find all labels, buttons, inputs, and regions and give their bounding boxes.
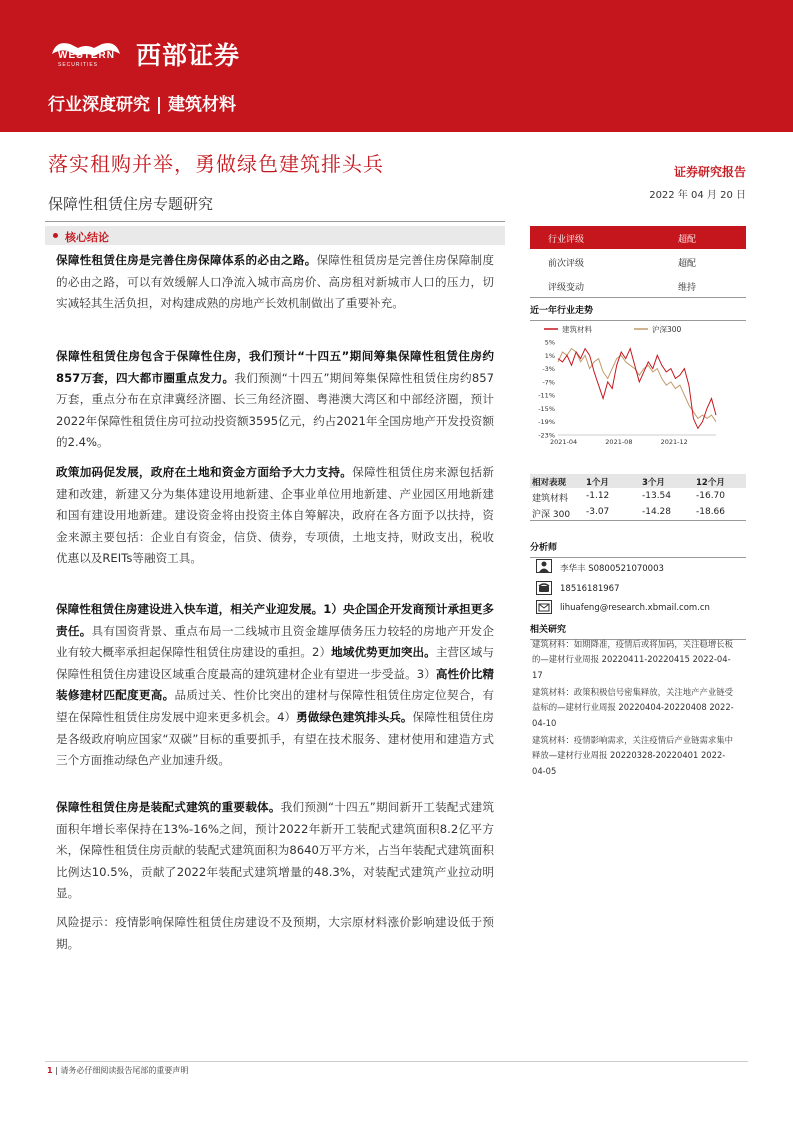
core-paragraph-3: 政策加码促发展，政府在土地和资金方面给予大力支持。保障性租赁住房来源包括新建和改建，新建又分为集体建设用地新建、企事业单位用地新建、产业园区用地新建和国有建设用地新建。建设资金将由投资主体自筹解决，政府在各方面予以扶持，资金来源主要包括：企业自有资金，信贷、债券，专项债，土地支持，财政支出，税收优惠以及REITs等融资工具。 bbox=[56, 465, 494, 566]
x-tick-label: 2021-08 bbox=[605, 438, 633, 446]
x-tick-label: 2021-04 bbox=[550, 438, 578, 446]
core-paragraph-1: 保障性租赁住房是完善住房保障体系的必由之路。保障性租赁房是完善住房保障制度的必由之路，可以有效缓解人口净流入城市高房价、高房租对新城市人口的压力，切实减轻其生活负担，对构建成熟的房地产长效机制做出了重要补充。 bbox=[56, 253, 494, 311]
core-conclusion-header bbox=[45, 226, 505, 245]
y-tick-label: 1% bbox=[544, 351, 555, 360]
performance-row: 建筑材料 -1.12 -13.54 -16.70 bbox=[532, 491, 726, 504]
footer: 1 | 请务必仔细阅读报告尾部的重要声明 bbox=[47, 1066, 189, 1075]
legend-label-a: 建筑材料 bbox=[562, 325, 592, 334]
footer-divider bbox=[45, 1061, 748, 1062]
y-tick-label: 5% bbox=[544, 338, 555, 347]
page-number: 1 bbox=[47, 1066, 53, 1075]
core-paragraph-4: 保障性租赁住房建设进入快车道，相关产业迎发展。1）央企国企开发商预计承担更多责任。具有国资背景、重点布局一二线城市且资金雄厚债务压力较轻的房地产开发企业有较大概率承担起保障性租赁住房建设的重担。2）地域优势更加突出。主营区域与保障性租赁住房建设区域重合度最高的建筑建材企业有望进一步受益。3）高性价比精装修建材匹配度更高。品质过关、性价比突出的建材与保障性租赁住房定位契合，有望在保障性租赁住房发展中迎来更多机会。4）勇做绿色建筑排头兵。保障性租赁住房是各级政府响应国家“双碳”目标的重要抓手，有望在技术服务、建材使用和建造方式三个方面推动绿色产业加速升级。 bbox=[56, 602, 494, 768]
rating-row: 行业评级 超配 bbox=[530, 226, 746, 250]
trend-title: 近一年行业走势 bbox=[530, 303, 746, 321]
analyst-email: lihuafeng@research.xbmail.com.cn bbox=[560, 603, 710, 613]
trend-chart bbox=[530, 320, 746, 454]
report-category: 行业深度研究 | 建筑材料 bbox=[48, 95, 237, 115]
x-tick-label: 2021-12 bbox=[660, 438, 688, 446]
core-paragraph-2: 保障性租赁住房包含于保障性住房，我们预计“十四五”期间筹集保障性租赁住房约857万套，四大都市圈重点发力。我们预测“十四五”期间筹集保障性租赁住房约857万套，重点分布在京津冀经济圈、长三角经济圈、粤港澳大湾区和中部经济圈，预计2022年保障性租赁住房可拉动投资额3595亿元，约占2021年全国房地产开发投资额的2.4%。 bbox=[56, 349, 494, 450]
bullet-icon bbox=[53, 233, 58, 238]
footer-note: 请务必仔细阅读报告尾部的重要声明 bbox=[60, 1066, 189, 1075]
analyst-name-row bbox=[532, 557, 746, 577]
email-icon bbox=[536, 600, 552, 614]
brand-en-sub: SECURITIES bbox=[58, 62, 99, 68]
risk-note: 风险提示：疫情影响保障性租赁住房建设不及预期，大宗原材料涨价影响建设低于预期。 bbox=[56, 915, 494, 951]
y-tick-label: -3% bbox=[542, 365, 555, 374]
y-tick-label: -23% bbox=[538, 431, 555, 440]
related-item: 建筑材料：疫情影响需求，关注疫情后产业链需求集中释放—建材行业周报 20220328-20220401 2022-04-05 bbox=[532, 735, 733, 776]
header-banner bbox=[0, 0, 793, 132]
person-icon bbox=[536, 559, 552, 573]
core-conclusion-label: 核心结论 bbox=[65, 231, 109, 244]
related-title: 相关研究 bbox=[530, 622, 746, 640]
rating-row: 前次评级 超配 bbox=[530, 250, 746, 274]
performance-row: 沪深 300 -3.07 -14.28 -18.66 bbox=[530, 505, 746, 521]
rating-row: 评级变动 维持 bbox=[530, 274, 746, 298]
rating-table bbox=[530, 226, 746, 298]
phone-icon bbox=[536, 581, 552, 595]
brand-cn: 西部证券 bbox=[136, 41, 241, 70]
analyst-name: 李华丰 S0800521070003 bbox=[560, 564, 664, 574]
analyst-email-row bbox=[532, 598, 746, 618]
y-tick-label: -7% bbox=[542, 378, 555, 387]
report-date: 2022 年 04 月 20 日 bbox=[649, 190, 746, 201]
y-tick-label: -15% bbox=[538, 404, 555, 413]
analyst-phone-row bbox=[532, 579, 746, 599]
performance-header: 相对表现 1个月 3个月 12个月 bbox=[530, 474, 746, 488]
page-title: 落实租购并举，勇做绿色建筑排头兵 bbox=[48, 152, 384, 176]
y-tick-label: -11% bbox=[538, 391, 555, 400]
report-type: 证券研究报告 bbox=[673, 165, 746, 179]
analyst-title: 分析师 bbox=[530, 540, 746, 558]
legend-label-b: 沪深300 bbox=[652, 325, 682, 334]
y-tick-label: -19% bbox=[538, 418, 555, 427]
related-item: 建筑材料：如期降准，疫情后或将加码，关注稳增长板的—建材行业周报 20220411-20220415 2022-04-17 bbox=[532, 639, 733, 680]
brand-en: WESTERN bbox=[58, 50, 115, 61]
core-paragraph-5: 保障性租赁住房是装配式建筑的重要载体。我们预测“十四五”期间新开工装配式建筑面积年增长率保持在13%-16%之间，预计2022年新开工装配式建筑面积8.2亿平方米，保障性租赁住房贡献的装配式建筑面积为8640万平方米，占当年装配式建筑面积比例达10.5%，贡献了2022年装配式建筑增量的48.3%，对装配式建筑产业拉动明显。 bbox=[56, 800, 494, 901]
analyst-phone: 18516181967 bbox=[560, 584, 620, 594]
title-divider bbox=[45, 221, 505, 222]
page-subtitle: 保障性租赁住房专题研究 bbox=[48, 195, 214, 213]
related-item: 建筑材料：政策积极信号密集释放，关注地产产业链受益标的—建材行业周报 20220404-20220408 2022-04-10 bbox=[532, 687, 734, 728]
